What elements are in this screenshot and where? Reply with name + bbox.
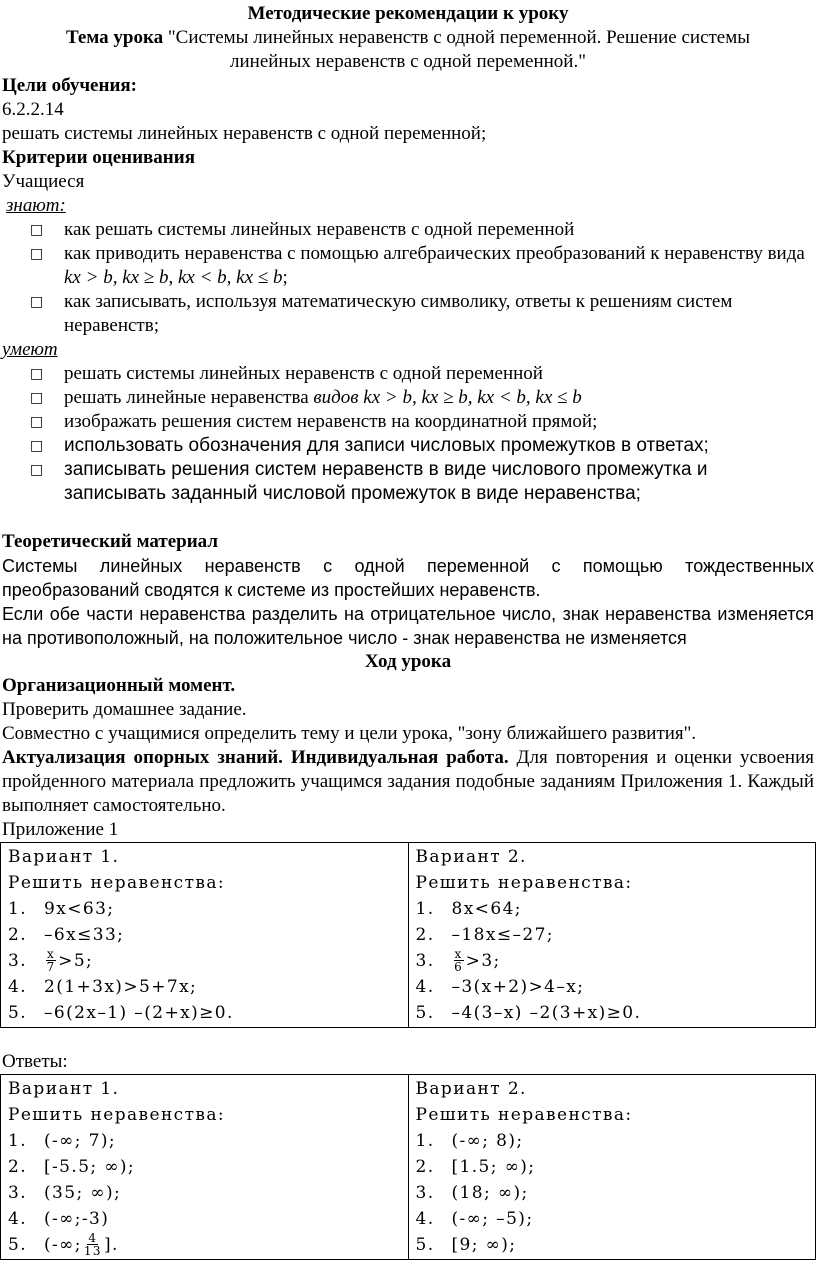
variant-1-cell [1, 843, 409, 1028]
text-line: ]. [103, 1235, 119, 1255]
lesson-topic [2, 26, 814, 74]
checkbox-square-icon: □ [30, 366, 44, 382]
variant-2-cell [408, 843, 816, 1028]
text-line: –6x≤33; [44, 925, 125, 945]
list-item [30, 218, 814, 242]
item-number: 1. [8, 1131, 28, 1151]
text-line: решать системы линейных неравенств с одной переменной [64, 363, 543, 384]
list-item [416, 922, 809, 948]
text-line: Вариант 1. [8, 847, 120, 867]
item-number: 3. [415, 1183, 435, 1203]
fraction [84, 1232, 102, 1258]
text-line: >3; [465, 951, 501, 971]
text-line: видов [313, 387, 364, 408]
text-line: >5; [58, 951, 94, 971]
text-line: Вариант 2. [415, 1079, 527, 1099]
text-line: –18x≤–27; [451, 925, 554, 945]
text-line: –6(2x–1) –(2+x)≥0. [44, 1003, 234, 1023]
list-item [8, 922, 401, 948]
list-item [8, 896, 401, 922]
text-line: 8x<64; [451, 899, 522, 919]
item-number: 4. [8, 977, 28, 997]
can-list [2, 362, 814, 506]
item-number: 3. [415, 951, 435, 971]
org-paragraph: Проверить домашнее задание. [2, 699, 247, 720]
text-line: Вариант 1. [8, 1079, 120, 1099]
list-item [8, 1206, 401, 1232]
text-line: (35; ∞); [44, 1183, 122, 1203]
list-item [30, 290, 814, 338]
item-number: 1. [415, 1131, 435, 1151]
can-label-row [2, 338, 814, 362]
item-number: 4. [415, 1209, 435, 1229]
fraction [46, 948, 56, 974]
list-item [8, 1000, 401, 1026]
text-line: использовать обозначения для записи числовых промежутков в ответах; [64, 435, 709, 456]
text-line: Решить неравенства: [8, 873, 226, 893]
list-item [416, 1000, 809, 1026]
text-line: (-∞; 8); [451, 1131, 524, 1151]
text-line: (-∞; –5); [451, 1209, 534, 1229]
text-line: (-∞; 7); [44, 1131, 117, 1151]
know-list [2, 218, 814, 338]
list-item [30, 434, 814, 458]
theory-paragraph: Если обе части неравенства разделить на отрицательное число, знак неравенства изменяется на противоположный, на положительное число - знак неравенства не изменяется [2, 604, 814, 648]
tasks-table [0, 842, 816, 1028]
answers-variant-2-cell [408, 1075, 816, 1260]
lesson-heading: Ход урока [364, 651, 452, 672]
text-line: 6 [454, 960, 464, 974]
text-line: x [47, 947, 56, 961]
text-line: (18; ∞); [451, 1183, 529, 1203]
appendix-label: Приложение 1 [2, 819, 119, 840]
goals-heading: Цели обучения: [2, 75, 137, 96]
checkbox-square-icon: □ [30, 462, 44, 478]
item-number: 4. [415, 977, 435, 997]
text-line: как приводить неравенства с помощью алгебраических преобразований к неравенству вида [64, 243, 805, 264]
answers-label: Ответы: [2, 1051, 68, 1072]
checkbox-square-icon: □ [30, 222, 44, 238]
org-paragraph: Совместно с учащимися определить тему и цели урока, "зону ближайшего развития". [2, 723, 697, 744]
text-line: [1.5; ∞); [451, 1157, 536, 1177]
text-line: как решать системы линейных неравенств с одной переменной [64, 219, 575, 240]
list-item [416, 948, 809, 974]
list-item [30, 386, 814, 410]
checkbox-square-icon: □ [30, 246, 44, 262]
text-line: 4 [88, 1231, 98, 1245]
list-item [8, 948, 401, 974]
can-label: умеют [2, 339, 58, 360]
item-number: 3. [8, 1183, 28, 1203]
topic-label: Тема урока [65, 27, 168, 48]
answers-variant-1-cell [1, 1075, 409, 1260]
list-item [416, 1180, 809, 1206]
list-item [416, 1232, 809, 1258]
text-line: 9x<63; [44, 899, 115, 919]
text-line: Вариант 2. [415, 847, 527, 867]
list-item [8, 974, 401, 1000]
document-title: Методические рекомендации к уроку [247, 3, 569, 24]
text-line: как записывать, используя математическую символику, ответы к решениям систем неравенств; [64, 291, 733, 336]
item-number: 2. [8, 925, 28, 945]
item-number: 5. [8, 1235, 28, 1255]
text-line: Решить неравенства: [8, 1105, 226, 1125]
criteria-heading: Критерии оценивания [2, 147, 195, 168]
checkbox-square-icon: □ [30, 390, 44, 406]
text-line: ; [282, 267, 288, 288]
text-line: 7 [46, 960, 56, 974]
item-number: 4. [8, 1209, 28, 1229]
list-item [30, 458, 814, 506]
text-line: Решить неравенства: [415, 1105, 633, 1125]
text-line: решать линейные неравенства [64, 387, 314, 408]
item-number: 5. [415, 1235, 435, 1255]
list-item [8, 1128, 401, 1154]
text-line: 13 [83, 1244, 102, 1258]
item-number: 5. [8, 1003, 28, 1023]
item-number: 2. [8, 1157, 28, 1177]
list-item [416, 1128, 809, 1154]
fraction [454, 948, 464, 974]
org-heading: Организационный момент. [2, 675, 236, 696]
goals-code: 6.2.2.14 [2, 99, 64, 120]
text-line: Для повторения и оценки усвоения пройденного материала предложить учащимся задания подобные заданиям Приложения 1. Каждый выполняет самостоятельно. [2, 747, 815, 816]
text-line: 2(1+3x)>5+7x; [44, 977, 198, 997]
theory-paragraph: Системы линейных неравенств с одной переменной с помощью тождественных преобразований сводятся к системе из простейших неравенств. [2, 556, 814, 600]
list-item [8, 1154, 401, 1180]
checkbox-square-icon: □ [30, 294, 44, 310]
checkbox-square-icon: □ [30, 414, 44, 430]
text-line: изображать решения систем неравенств на координатной прямой; [64, 411, 598, 432]
list-item [416, 1154, 809, 1180]
list-item [8, 1232, 401, 1258]
item-number: 1. [415, 899, 435, 919]
actualization-paragraph [2, 746, 814, 818]
item-number: 1. [8, 899, 28, 919]
theory-heading: Теоретический материал [2, 531, 218, 552]
goals-text: решать системы линейных неравенств с одной переменной; [2, 123, 487, 144]
list-item [30, 362, 814, 386]
list-item [416, 896, 809, 922]
text-line: [-5.5; ∞); [44, 1157, 136, 1177]
checkbox-square-icon: □ [30, 438, 44, 454]
list-item [30, 242, 814, 290]
topic-text: "Системы линейных неравенств с одной переменной. Решение системы линейных неравенств с одной переменной." [167, 27, 751, 72]
actualization-heading: Актуализация опорных знаний. Индивидуальная работа. [2, 747, 509, 768]
students-label: Учащиеся [2, 171, 85, 192]
text-line: –4(3–x) –2(3+x)≥0. [451, 1003, 642, 1023]
text-line: –3(x+2)>4–x; [451, 977, 585, 997]
text-line: (-∞; [44, 1235, 82, 1255]
item-number: 2. [415, 925, 435, 945]
item-number: 2. [415, 1157, 435, 1177]
know-label-row [2, 194, 814, 218]
text-line: (-∞;-3) [44, 1209, 110, 1229]
math-inequality: kx > b, kx ≥ b, kx < b, kx ≤ b [363, 387, 582, 408]
list-item [30, 410, 814, 434]
text-line: записывать решения систем неравенств в виде числового промежутка и записывать заданный числовой промежуток в виде неравенства; [64, 459, 708, 504]
know-label: знают: [6, 195, 66, 216]
text-line: [9; ∞); [451, 1235, 517, 1255]
item-number: 3. [8, 951, 28, 971]
list-item [416, 974, 809, 1000]
answers-table [0, 1074, 816, 1260]
list-item [416, 1206, 809, 1232]
text-line: Решить неравенства: [415, 873, 633, 893]
list-item [8, 1180, 401, 1206]
item-number: 5. [415, 1003, 435, 1023]
math-inequality: kx > b, kx ≥ b, kx < b, kx ≤ b [64, 267, 283, 288]
text-line: x [454, 947, 463, 961]
